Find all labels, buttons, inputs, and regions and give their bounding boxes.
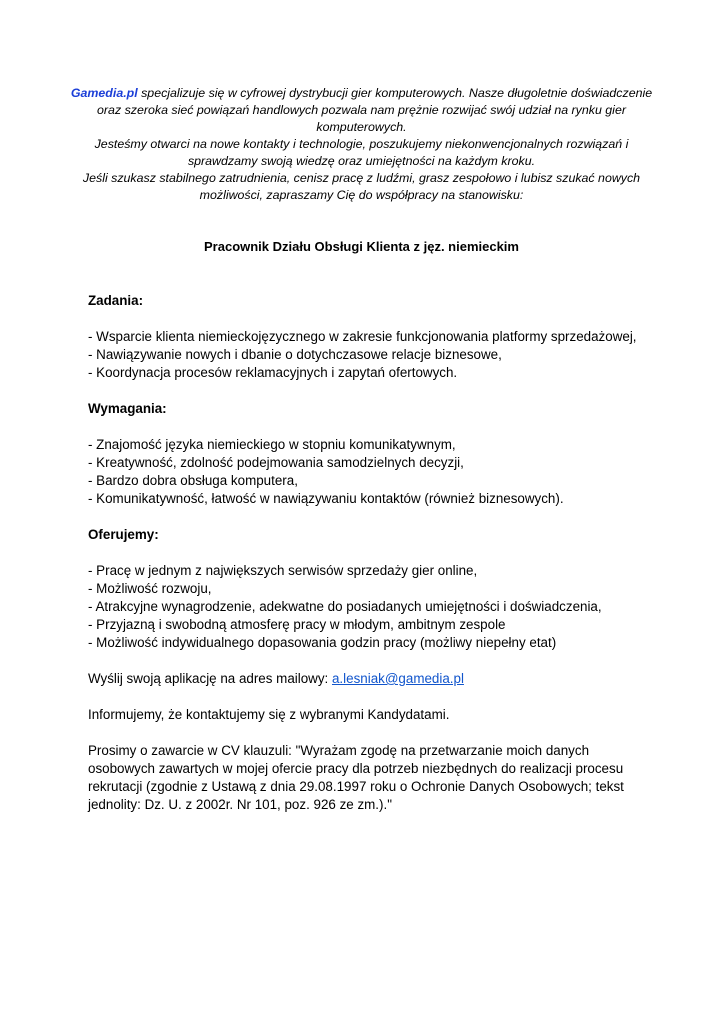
oferujemy-list <box>88 562 658 652</box>
gdpr-clause: Prosimy o zawarcie w CV klauzuli: "Wyrażam zgodę na przetwarzanie moich danych osobowych zawartych w mojej ofercie pracy dla potrzeb niezbędnych do realizacji procesu rekrutacji (zgodnie z Ustawą z dnia 29.08.1997 roku o Ochronie Danych Osobowych; tekst jednolity: Dz. U. z 2002r. Nr 101, poz. 926 ze zm.)." <box>88 743 624 812</box>
list-item: - Przyjazną i swobodną atmosferę pracy w młodym, ambitnym zespole <box>88 617 506 632</box>
job-details <box>88 292 658 814</box>
email-link[interactable]: a.lesniak@gamedia.pl <box>331 671 464 686</box>
list-item: - Kreatywność, zdolność podejmowania samodzielnych decyzji, <box>88 455 464 470</box>
job-title: Pracownik Działu Obsługi Klienta z jęz. niemieckim <box>204 239 519 254</box>
company-name: Gamedia.pl <box>70 86 138 100</box>
list-item: - Bardzo dobra obsługa komputera, <box>88 473 298 488</box>
zadania-list <box>88 328 658 382</box>
wymagania-list <box>88 436 658 508</box>
oferujemy-heading: Oferujemy: <box>88 527 159 542</box>
list-item: - Atrakcyjne wynagrodzenie, adekwatne do posiadanych umiejętności i doświadczenia, <box>88 599 602 614</box>
intro-paragraph-2: Jesteśmy otwarci na nowe kontakty i technologie, poszukujemy niekonwencjonalnych rozwiązań i sprawdzamy swoją wiedzę oraz umiejętności na każdym kroku. <box>94 137 629 168</box>
zadania-heading: Zadania: <box>88 293 144 308</box>
company-intro <box>70 85 653 204</box>
list-item: - Pracę w jednym z największych serwisów sprzedaży gier online, <box>88 563 478 578</box>
contact-prefix: Wyślij swoją aplikację na adres mailowy: <box>88 671 332 686</box>
list-item: - Możliwość rozwoju, <box>88 581 212 596</box>
list-item: - Możliwość indywidualnego dopasowania godzin pracy (możliwy niepełny etat) <box>88 635 557 650</box>
list-item: - Nawiązywanie nowych i dbanie o dotychczasowe relacje biznesowe, <box>88 347 502 362</box>
info-line: Informujemy, że kontaktujemy się z wybranymi Kandydatami. <box>88 707 450 722</box>
list-item: - Znajomość języka niemieckiego w stopniu komunikatywnym, <box>88 437 456 452</box>
list-item: - Komunikatywność, łatwość w nawiązywaniu kontaktów (również biznesowych). <box>88 491 564 506</box>
list-item: - Koordynacja procesów reklamacyjnych i zapytań ofertowych. <box>88 365 458 380</box>
contact-line <box>88 670 658 688</box>
intro-line1-text: specjalizuje się w cyfrowej dystrybucji gier komputerowych. Nasze długoletnie doświadczenie oraz szeroka sieć powiązań handlowych pozwala nam prężnie rozwijać swój udział na rynku gier komputerowych. <box>97 86 653 134</box>
intro-paragraph-1 <box>70 85 653 136</box>
list-item: - Wsparcie klienta niemieckojęzycznego w zakresie funkcjonowania platformy sprzedażowej, <box>88 329 637 344</box>
intro-paragraph-3: Jeśli szukasz stabilnego zatrudnienia, cenisz pracę z ludźmi, grasz zespołowo i lubisz szukać nowych możliwości, zapraszamy Cię do współpracy na stanowisku: <box>82 171 641 202</box>
wymagania-heading: Wymagania: <box>88 401 167 416</box>
